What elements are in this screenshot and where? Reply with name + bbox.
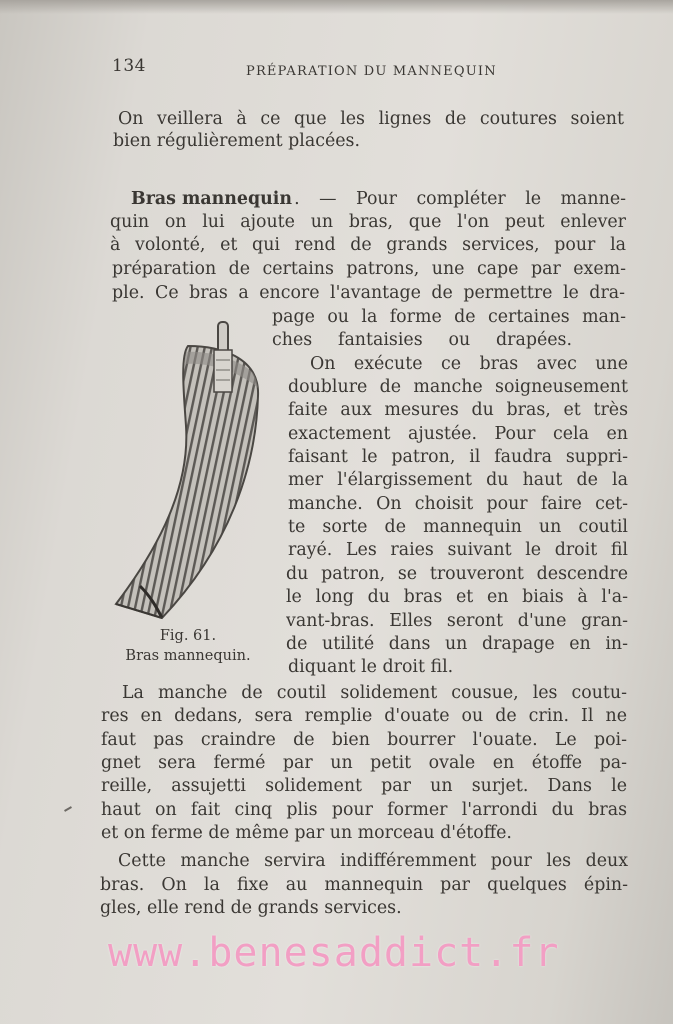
side-line-10: te sorte de mannequin un coutil <box>288 517 628 537</box>
section-first-line <box>131 188 626 210</box>
section-line-3: préparation de certains patrons, une cape par exem- <box>112 259 626 279</box>
page-number: 134 <box>112 56 146 76</box>
lower-line-5: reille, assujetti solidement par un surjet. Dans le <box>101 776 627 796</box>
lower-line-1: La manche de coutil solidement cousue, les coutu- <box>122 683 627 703</box>
side-line-3: On exécute ce bras avec une <box>310 354 628 374</box>
lower-line-2: res en dedans, sera remplie d'ouate ou de crin. Il ne <box>101 706 627 726</box>
arm-mannequin-illustration <box>110 316 270 626</box>
side-line-2: ches fantaisies ou drapées. <box>272 330 572 350</box>
lower-line-6: haut on fait cinq plis pour former l'arrondi du bras <box>101 800 627 820</box>
lower-line-9: bras. On la fixe au mannequin par quelques épin- <box>100 875 628 895</box>
side-line-7: faisant le patron, il faudra suppri- <box>288 447 628 467</box>
running-title: PRÉPARATION DU MANNEQUIN <box>246 64 497 79</box>
margin-mark <box>64 806 72 812</box>
watermark: www.benesaddict.fr <box>108 930 560 976</box>
section-first-rest: . — Pour compléter le manne- <box>294 189 626 209</box>
section-line-2: à volonté, et qui rend de grands services, pour la <box>110 235 626 255</box>
lower-line-10: gles, elle rend de grands services. <box>100 898 402 918</box>
lower-line-7: et on ferme de même par un morceau d'étoffe. <box>101 823 512 843</box>
page-top-shadow <box>0 0 673 14</box>
side-line-15: de utilité dans un drapage en in- <box>286 634 628 654</box>
side-line-13: le long du bras et en biais à l'a- <box>286 587 628 607</box>
lower-line-8: Cette manche servira indifféremment pour les deux <box>118 851 628 871</box>
figure-label: Fig. 61. <box>159 628 217 644</box>
section-line-1: quin on lui ajoute un bras, que l'on peut enlever <box>110 212 626 232</box>
side-line-12: du patron, se trouveront descendre <box>286 564 628 584</box>
side-line-6: exactement ajustée. Pour cela en <box>288 424 628 444</box>
side-line-14: vant-bras. Elles seront d'une gran- <box>286 611 628 631</box>
intro-line-2: bien régulièrement placées. <box>113 131 361 151</box>
side-line-11: rayé. Les raies suivant le droit fil <box>288 540 628 560</box>
side-line-8: mer l'élargissement du haut de la <box>288 470 628 490</box>
lower-line-4: gnet sera fermé par un petit ovale en étoffe pa- <box>101 753 627 773</box>
side-line-5: faite aux mesures du bras, et très <box>288 400 628 420</box>
side-line-1: page ou la forme de certaines man- <box>272 307 626 327</box>
figure-caption: Bras mannequin. <box>125 648 251 664</box>
intro-line-1: On veillera à ce que les lignes de coutures soient <box>118 109 624 129</box>
lower-line-3: faut pas craindre de bien bourrer l'ouate. Le poi- <box>101 730 627 750</box>
side-line-4: doublure de manche soigneusement <box>288 377 628 397</box>
section-line-4: ple. Ce bras a encore l'avantage de permettre le dra- <box>112 283 625 303</box>
section-title: Bras mannequin <box>131 189 293 209</box>
side-line-9: manche. On choisit pour faire cet- <box>288 494 628 514</box>
side-line-16: diquant le droit fil. <box>288 657 454 677</box>
